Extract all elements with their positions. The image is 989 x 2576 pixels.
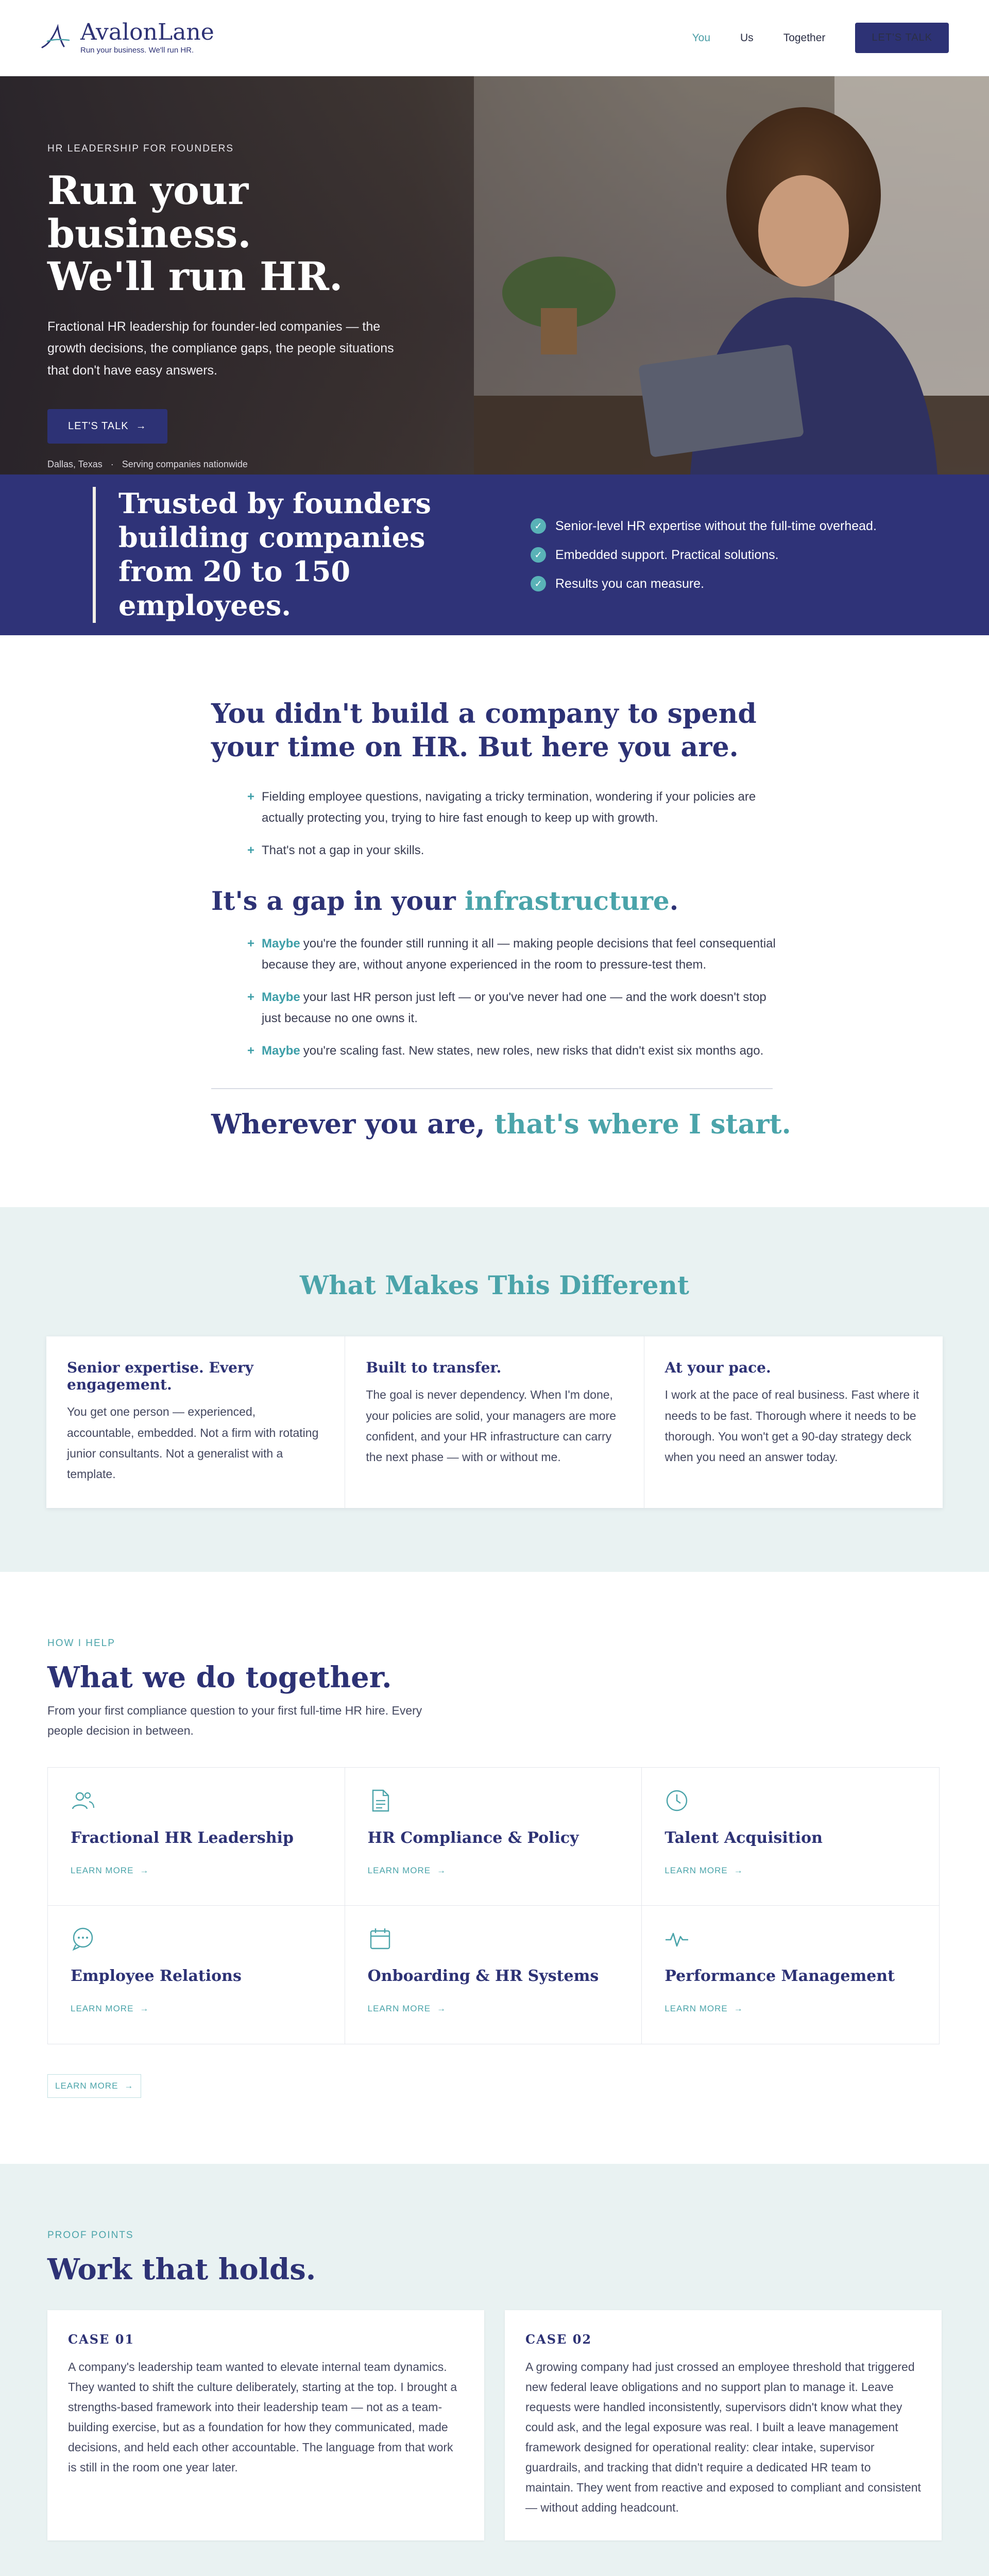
- hero-eyebrow: HR LEADERSHIP FOR FOUNDERS: [47, 143, 234, 154]
- hero-meta-separator: ·: [110, 459, 114, 470]
- maybe-label: Maybe: [262, 1043, 300, 1058]
- maybe-text: you're the founder still running it all — making people decisions that feel consequential because they are, without anyone experienced in the room to pressure-test them.: [262, 937, 776, 972]
- nav-us[interactable]: Us: [740, 31, 754, 44]
- proof-section: [0, 2164, 989, 2576]
- different-card: [345, 1336, 644, 1508]
- learn-more-label: LEARN MORE: [664, 2003, 728, 2013]
- gap-title-start: It's a gap in your: [211, 886, 465, 917]
- check-icon: ✓: [531, 547, 546, 563]
- gap-title-end: .: [669, 886, 679, 917]
- maybe-text: you're scaling fast. New states, new roles, new risks that didn't exist six months ago.: [303, 1043, 764, 1058]
- list-item-text: [262, 934, 783, 976]
- pulse-icon: [664, 1926, 689, 1951]
- learn-more-label: LEARN MORE: [367, 1865, 431, 1875]
- learn-more-label: LEARN MORE: [71, 1865, 134, 1875]
- trust-item-text: Senior-level HR expertise without the full-time overhead.: [555, 518, 877, 533]
- plus-icon: +: [247, 1043, 255, 1058]
- services-subtitle: From your first compliance question to your first full-time HR hire. Every people decision in between.: [47, 1704, 422, 1738]
- header-cta-button[interactable]: LET'S TALK: [855, 23, 949, 53]
- list-item: [247, 787, 783, 829]
- hero-photo: [474, 76, 989, 474]
- hero-title-line2: We'll run HR.: [47, 253, 343, 300]
- hero-location: Dallas, Texas: [47, 459, 103, 470]
- service-title: Performance Management: [664, 1967, 895, 1985]
- services-eyebrow: HOW I HELP: [47, 1638, 115, 1649]
- arrow-right-icon: →: [124, 2080, 134, 2091]
- hero-title: [47, 169, 408, 298]
- card-title: Senior expertise. Every engagement.: [67, 1359, 253, 1394]
- different-cards: [46, 1336, 943, 1508]
- proof-title: Work that holds.: [47, 2252, 316, 2286]
- service-card[interactable]: [48, 1906, 345, 2044]
- learn-more-link[interactable]: [368, 1866, 446, 1876]
- why-title: You didn't build a company to spend your time on HR. But here you are.: [211, 698, 757, 763]
- service-card[interactable]: [642, 1906, 939, 2044]
- maybe-list: [211, 934, 793, 1061]
- brand-tagline: Run your business. We'll run HR.: [80, 46, 194, 55]
- plus-icon: +: [247, 937, 255, 951]
- plus-icon: +: [247, 843, 255, 857]
- list-item: [247, 934, 783, 976]
- maybe-label: Maybe: [262, 990, 300, 1004]
- arrow-right-icon: →: [437, 1865, 447, 1875]
- case-label: CASE 02: [525, 2331, 592, 2347]
- service-card[interactable]: [642, 1768, 939, 1906]
- arrow-right-icon: →: [135, 420, 147, 432]
- check-icon: ✓: [531, 518, 546, 534]
- list-item-text: [262, 1041, 763, 1062]
- card-body: You get one person — experienced, accountable, embedded. Not a firm with rotating junior consultants. Not a generalist with a template.: [67, 1405, 319, 1481]
- site-header: [0, 0, 989, 76]
- card-body: The goal is never dependency. When I'm done, your policies are solid, your managers are more confident, and your HR infrastructure can carry the next phase — with or without me.: [366, 1388, 617, 1464]
- gap-title-accent: infrastructure: [465, 886, 670, 917]
- case-body: A growing company had just crossed an employee threshold that triggered new federal leave obligations and no support plan to manage it. Leave requests were handled inconsistently, supervisors didn't know what they could ask, and the legal exposure was real. I built a leave management framework designed for operational reality: clear intake, supervisor guardrails, and tracking that didn't require a dedicated HR team to maintain. They went from reactive and exposed to compliant and consistent — without adding headcount.: [525, 2360, 921, 2515]
- hero-content: [47, 143, 408, 470]
- main-nav: [692, 23, 949, 53]
- list-item: [247, 1041, 783, 1062]
- maybe-label: Maybe: [262, 937, 300, 951]
- learn-more-link[interactable]: [368, 2004, 446, 2014]
- list-item: [247, 840, 783, 861]
- people-icon: [71, 1788, 95, 1813]
- logo-mark-icon: [40, 24, 73, 53]
- case-card: [505, 2310, 942, 2541]
- list-item: [247, 987, 783, 1029]
- case-label: CASE 01: [68, 2331, 135, 2347]
- case-list: [47, 2310, 942, 2541]
- services-learn-more-button[interactable]: [47, 2074, 141, 2098]
- arrow-right-icon: →: [734, 2003, 743, 2013]
- learn-more-link[interactable]: [71, 2004, 149, 2014]
- learn-more-link[interactable]: [71, 1866, 149, 1876]
- check-icon: ✓: [531, 576, 546, 591]
- services-title: What we do together.: [47, 1660, 392, 1695]
- trust-title-block: [93, 487, 453, 623]
- services-section: [0, 1572, 989, 2163]
- trust-item-text: Results you can measure.: [555, 576, 705, 591]
- case-body: A company's leadership team wanted to elevate internal team dynamics. They wanted to shift the culture deliberately, starting at the top. I brought a strengths-based framework into their leadership team — not as a team-building exercise, but as a foundation for how they communicated, made decisions, and held each other accountable. The language from that work is still in the room one year later.: [68, 2360, 457, 2475]
- trust-list: [531, 518, 877, 591]
- service-title: Employee Relations: [71, 1967, 242, 1985]
- trust-band: [0, 474, 989, 635]
- trust-title: Trusted by founders building companies from 20 to 150 employees.: [118, 487, 431, 622]
- hero-meta: [47, 459, 408, 470]
- arrow-right-icon: →: [734, 1865, 743, 1875]
- nav-you[interactable]: You: [692, 31, 711, 44]
- list-item-text: That's not a gap in your skills.: [262, 843, 424, 857]
- hero-cta-button[interactable]: [47, 409, 167, 444]
- trust-item: [531, 576, 877, 591]
- different-title: What Makes This Different: [299, 1270, 690, 1301]
- calendar-icon: [368, 1926, 393, 1951]
- wherever-start: Wherever you are,: [211, 1109, 494, 1141]
- divider: [211, 1088, 773, 1089]
- card-body: I work at the pace of real business. Fast where it needs to be fast. Thorough where it needs to be thorough. You won't get a 90-day strategy deck when you need an answer today.: [664, 1388, 919, 1464]
- service-title: Fractional HR Leadership: [71, 1828, 294, 1847]
- plus-icon: +: [247, 790, 255, 804]
- maybe-text: your last HR person just left — or you've never had one — and the work doesn't stop just because no one owns it.: [262, 990, 766, 1025]
- case-card: [47, 2310, 484, 2541]
- gap-title: [211, 886, 793, 916]
- brand-name: AvalonLane: [80, 19, 214, 45]
- service-title: Onboarding & HR Systems: [367, 1967, 599, 1985]
- learn-more-label: LEARN MORE: [71, 2003, 134, 2013]
- service-card[interactable]: [345, 1906, 642, 2044]
- wherever-title: [211, 1109, 793, 1140]
- chat-icon: [71, 1926, 95, 1951]
- hero-cta-label: LET'S TALK: [68, 420, 129, 432]
- card-title: Built to transfer.: [366, 1359, 502, 1377]
- proof-eyebrow: PROOF POINTS: [47, 2229, 134, 2241]
- service-card[interactable]: [345, 1768, 642, 1906]
- hero-section: [0, 76, 989, 474]
- trust-item: [531, 518, 877, 534]
- why-section: [0, 635, 989, 1207]
- different-card: [644, 1336, 943, 1508]
- trust-item-text: Embedded support. Practical solutions.: [555, 547, 779, 562]
- different-section: [0, 1207, 989, 1572]
- service-card[interactable]: [48, 1768, 345, 1906]
- learn-more-label: LEARN MORE: [367, 2003, 431, 2013]
- plus-icon: +: [247, 990, 255, 1004]
- nav-together[interactable]: Together: [783, 31, 826, 44]
- list-item-text: [262, 987, 783, 1029]
- service-title: Talent Acquisition: [664, 1828, 823, 1847]
- learn-more-label: LEARN MORE: [664, 1865, 728, 1875]
- why-list: [211, 787, 793, 861]
- arrow-right-icon: →: [140, 2003, 149, 2013]
- services-grid: [47, 1767, 940, 2044]
- wherever-accent: that's where I start.: [494, 1109, 791, 1141]
- learn-more-label: LEARN MORE: [55, 2080, 118, 2091]
- hero-title-line1: Run your business.: [47, 167, 251, 257]
- arrow-right-icon: →: [437, 2003, 447, 2013]
- different-card: [46, 1336, 345, 1508]
- arrow-right-icon: →: [140, 1865, 149, 1875]
- learn-more-link[interactable]: [664, 1866, 743, 1876]
- service-title: HR Compliance & Policy: [367, 1828, 579, 1847]
- clock-icon: [664, 1788, 689, 1813]
- brand-logo[interactable]: [40, 21, 214, 55]
- hero-subtitle: Fractional HR leadership for founder-led companies — the growth decisions, the compliance gaps, the people situations that don't have easy answers.: [47, 319, 394, 378]
- card-title: At your pace.: [664, 1359, 771, 1377]
- learn-more-link[interactable]: [664, 2004, 743, 2014]
- list-item-text: Fielding employee questions, navigating a tricky termination, wondering if your policies are actually protecting you, trying to hire fast enough to keep up with growth.: [262, 790, 756, 825]
- document-icon: [368, 1788, 393, 1813]
- hero-serving: Serving companies nationwide: [122, 459, 248, 470]
- trust-item: [531, 547, 877, 563]
